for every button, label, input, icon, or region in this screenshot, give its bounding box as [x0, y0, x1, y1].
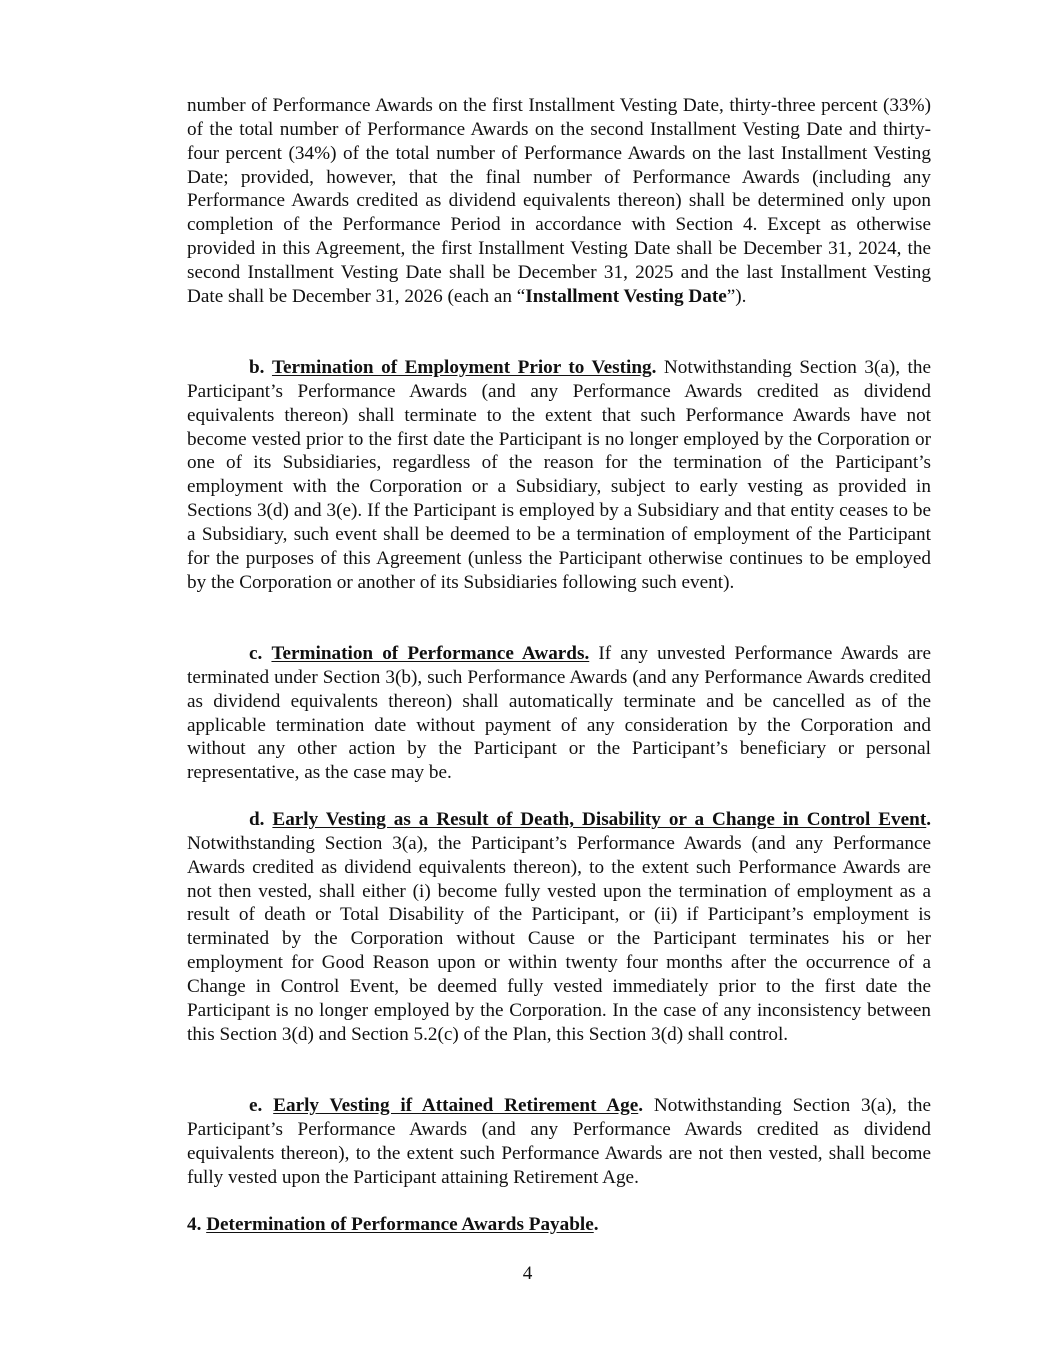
- section-3c-body: If any unvested Performance Awards are terminated under Section 3(b), such Performance Awards (and any Performance Awards credited as dividend equivalents thereon) shall automatically terminate and be cancelled as of the applicable termination date without payment of any consideration by the Corporation and without any other action by the Participant or the Participant’s beneficiary or personal representative, as the case may be.: [187, 643, 931, 784]
- defined-term-installment-vesting-date: Installment Vesting Date: [525, 285, 727, 307]
- section-3e-body: Notwithstanding Section 3(a), the Participant’s Performance Awards (and any Performance Awards credited as dividend equivalents thereon), to the extent such Performance Awards are not then vested, shall become fully vested upon the Participant attaining Retirement Age.: [187, 1095, 931, 1188]
- section-3d-letter: d.: [249, 809, 265, 830]
- section-4-heading: [187, 1213, 931, 1237]
- page-number: 4: [522, 1263, 533, 1284]
- section-3c-heading: Termination of Performance Awards.: [271, 643, 590, 664]
- section-3d: [187, 808, 931, 1046]
- section-3e-heading-punct: .: [638, 1095, 644, 1116]
- section-3e: [187, 1094, 931, 1189]
- section-3b-heading-punct: .: [651, 357, 657, 378]
- section-3b: [187, 356, 931, 594]
- section-3d-heading: Early Vesting as a Result of Death, Disability or a Change in Control Event: [272, 809, 927, 830]
- section-4-number: 4.: [187, 1214, 202, 1235]
- section-3a-text: number of Performance Awards on the first Installment Vesting Date, thirty-three percent (33%) of the total number of Performance Awards on the second Installment Vesting Date and thirty-four percent (34%) of the total number of Performance Awards on the last Installment Vesting Date; provided, however, that the final number of Performance Awards (including any Performance Awards credited as dividend equivalents thereon) shall be determined only upon completion of the Performance Period in accordance with Section 4. Except as otherwise provided in this Agreement, the first Installment Vesting Date shall be December 31, 2024, the second Installment Vesting Date shall be December 31, 2025 and the last Installment Vesting Date shall be December 31, 2026 (each an “: [187, 95, 931, 307]
- section-3b-heading: Termination of Employment Prior to Vesting: [271, 357, 652, 378]
- section-3b-letter: b.: [249, 357, 265, 378]
- section-3e-heading: Early Vesting if Attained Retirement Age: [273, 1095, 639, 1116]
- section-3c: [187, 642, 931, 785]
- section-3b-body: Notwithstanding Section 3(a), the Participant’s Performance Awards (and any Performance Awards credited as dividend equivalents thereon) shall terminate to the extent that such Performance Awards have not become vested prior to the first date the Participant is no longer employed by the Corporation or one of its Subsidiaries, regardless of the reason for the termination of the Participant’s employment with the Corporation or a Subsidiary, subject to early vesting as provided in Sections 3(d) and 3(e). If the Participant is employed by a Subsidiary and that entity ceases to be a Subsidiary, such event shall be deemed to be a termination of employment of the Participant for the purposes of this Agreement (unless the Participant otherwise continues to be employed by the Corporation or another of its Subsidiaries following such event).: [187, 357, 931, 593]
- section-4-heading-punct: .: [593, 1214, 599, 1235]
- section-3d-body: Notwithstanding Section 3(a), the Participant’s Performance Awards (and any Performance Awards credited as dividend equivalents thereon), to the extent such Performance Awards are not then vested, shall either (i) become fully vested upon the termination of employment as a result of death or Total Disability of the Participant, or (ii) if Participant’s employment is terminated by the Corporation without Cause or the Participant terminates his or her employment for Good Reason upon or within twenty four months after the occurrence of a Change in Control Event, be deemed fully vested immediately prior to the first date the Participant is no longer employed by the Corporation. In the case of any inconsistency between this Section 3(d) and Section 5.2(c) of the Plan, this Section 3(d) shall control.: [187, 832, 931, 1045]
- section-3e-letter: e.: [249, 1095, 263, 1116]
- section-3a-closing: ”).: [726, 285, 747, 307]
- section-3c-letter: c.: [249, 643, 263, 664]
- section-3d-heading-punct: .: [926, 809, 932, 830]
- section-4-title: Determination of Performance Awards Payable: [206, 1214, 594, 1235]
- section-3a-continuation: [187, 94, 931, 309]
